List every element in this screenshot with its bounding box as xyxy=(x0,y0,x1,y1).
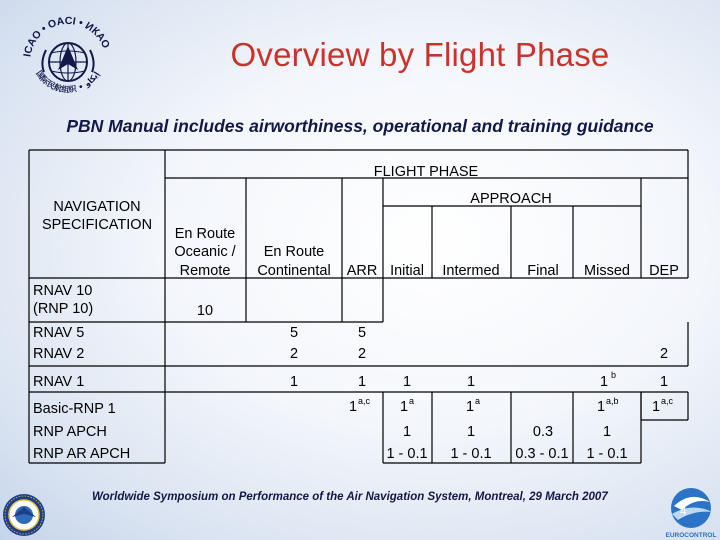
table-grid xyxy=(29,150,688,463)
header-missed: Missed xyxy=(584,263,630,279)
row-rnav2-dep: 2 xyxy=(659,346,669,362)
header-en-route-continental-1: En Route xyxy=(263,244,325,260)
row-rnp-ar-apch-intermed: 1 - 0.1 xyxy=(450,446,492,462)
row-basic-rnp1-initial: 1 xyxy=(400,399,409,415)
row-rnav1-initial: 1 xyxy=(402,374,412,390)
row-basic-rnp1-intermed: 1 xyxy=(466,399,475,415)
row-rnp-apch-final: 0.3 xyxy=(532,424,554,440)
row-basic-rnp1-intermed-sup: a xyxy=(475,396,481,406)
row-rnav1-name: RNAV 1 xyxy=(33,374,85,390)
row-rnav10-name-2: (RNP 10) xyxy=(33,301,94,317)
row-basic-rnp1-arr: 1 xyxy=(349,399,358,415)
row-basic-rnp1-dep: 1 xyxy=(652,399,661,415)
header-final: Final xyxy=(527,263,559,279)
row-basic-rnp1-name: Basic-RNP 1 xyxy=(33,401,116,417)
row-rnav5-name: RNAV 5 xyxy=(33,325,85,341)
row-rnav2-arr: 2 xyxy=(357,346,367,362)
row-rnp-ar-apch-name: RNP AR APCH xyxy=(33,446,131,462)
page-number: 4 xyxy=(680,504,687,518)
row-rnp-apch-initial: 1 xyxy=(402,424,412,440)
header-dep: DEP xyxy=(649,263,679,279)
header-flight-phase: FLIGHT PHASE xyxy=(373,164,479,180)
row-basic-rnp1-initial-sup: a xyxy=(409,396,415,406)
eurocontrol-logo-icon xyxy=(664,484,718,540)
eurocontrol-text: EUROCONTROL xyxy=(665,532,717,539)
header-intermed: Intermed xyxy=(442,263,500,279)
icao-emblem-text-bottom: 国际民航组织 • إيكاو xyxy=(34,69,102,95)
row-rnav1-continental: 1 xyxy=(289,374,299,390)
row-basic-rnp1-arr-sup: a,c xyxy=(358,396,371,406)
header-en-route-oceanic-2: Oceanic / xyxy=(174,244,236,260)
row-rnp-apch-name: RNP APCH xyxy=(33,424,107,440)
row-basic-rnp1-dep-sup: a,c xyxy=(661,396,674,406)
header-nav-spec-line1: NAVIGATION xyxy=(53,199,141,215)
row-rnp-ar-apch-final: 0.3 - 0.1 xyxy=(515,446,569,462)
row-rnp-apch-missed: 1 xyxy=(602,424,612,440)
header-arr: ARR xyxy=(346,263,378,279)
row-basic-rnp1-missed-sup: a,b xyxy=(606,396,619,406)
row-rnav1-missed-sup: b xyxy=(611,370,617,380)
header-approach: APPROACH xyxy=(470,191,552,207)
header-en-route-continental-2: Continental xyxy=(257,263,331,279)
header-en-route-oceanic-3: Remote xyxy=(179,263,231,279)
row-rnav2-name: RNAV 2 xyxy=(33,346,85,362)
row-rnav1-intermed: 1 xyxy=(466,374,476,390)
row-rnp-apch-intermed: 1 xyxy=(466,424,476,440)
row-rnav5-continental: 5 xyxy=(289,325,299,341)
row-rnav2-continental: 2 xyxy=(289,346,299,362)
row-rnav10-oceanic: 10 xyxy=(196,303,214,319)
header-initial: Initial xyxy=(390,263,424,279)
row-rnav5-arr: 5 xyxy=(357,325,367,341)
faa-seal-icon xyxy=(2,493,46,537)
icao-emblem-text: ICAO • OACI • ИКАО xyxy=(21,14,113,58)
row-rnav1-dep: 1 xyxy=(659,374,669,390)
row-basic-rnp1-missed: 1 xyxy=(597,399,606,415)
header-nav-spec-line2: SPECIFICATION xyxy=(41,217,153,233)
row-rnp-ar-apch-initial: 1 - 0.1 xyxy=(386,446,428,462)
slide-subtitle: PBN Manual includes airworthiness, operational and training guidance xyxy=(66,116,654,136)
row-rnav1-missed: 1 xyxy=(599,374,609,390)
row-rnp-ar-apch-missed: 1 - 0.1 xyxy=(586,446,628,462)
header-en-route-oceanic-1: En Route xyxy=(174,226,236,242)
row-rnav10-name-1: RNAV 10 xyxy=(33,283,93,299)
slide-footer: Worldwide Symposium on Performance of the Air Navigation System, Montreal, 29 March 2007 xyxy=(92,491,608,503)
slide-title: Overview by Flight Phase xyxy=(230,36,610,73)
row-rnav1-arr: 1 xyxy=(357,374,367,390)
